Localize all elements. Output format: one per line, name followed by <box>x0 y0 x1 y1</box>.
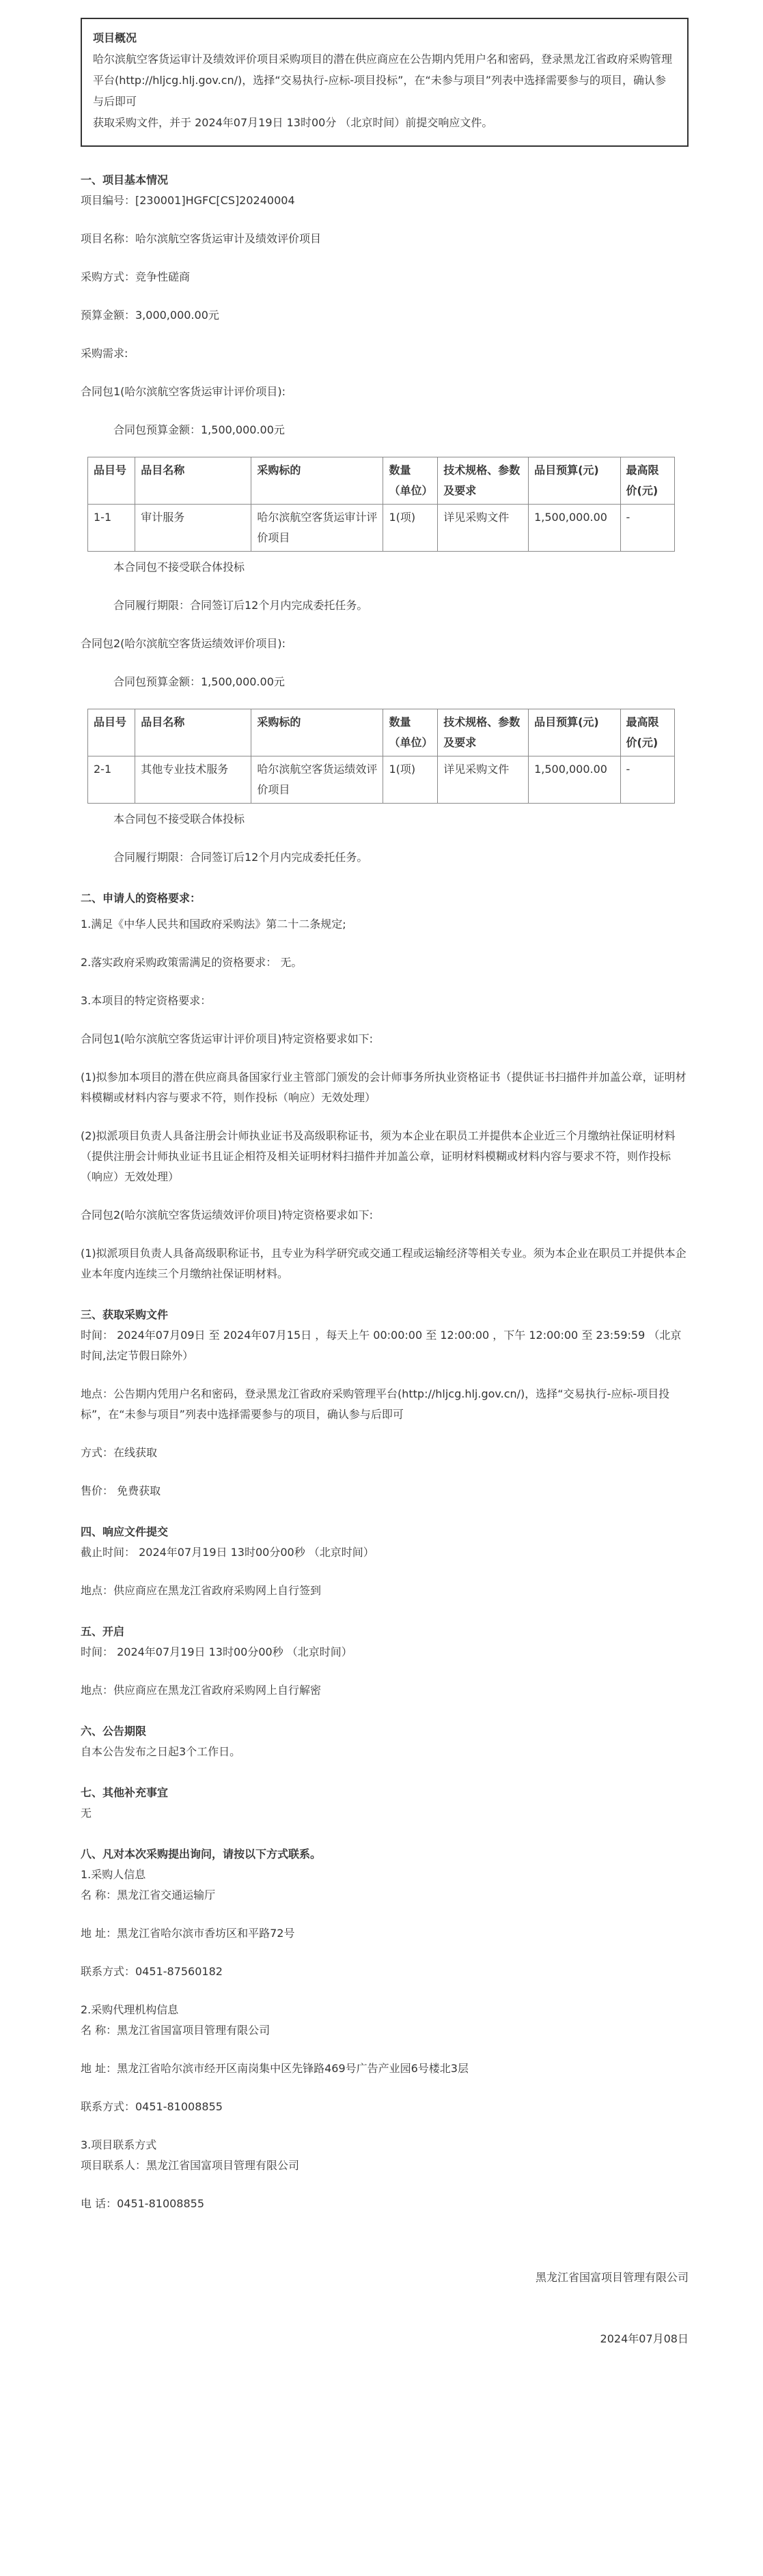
table-row <box>88 756 675 804</box>
lot-2-requirement-1: (1)拟派项目负责人具备高级职称证书，且专业为科学研究或交通工程或运输经济等相关专业。须为本企业在职员工并提供本企业本年度内连续三个月缴纳社保证明材料。 <box>81 1247 686 1280</box>
header-cell: 最高限价(元) <box>620 457 674 505</box>
table-cell: 1(项) <box>383 505 438 552</box>
lot-1-budget: 合同包预算金额：1,500,000.00元 <box>113 423 285 436</box>
buyer-address: 地 址：黑龙江省哈尔滨市香坊区和平路72号 <box>81 1927 295 1940</box>
contact-info-title: 3.项目联系方式 <box>81 2138 157 2151</box>
lot-1-requirement-1: (1)拟参加本项目的潜在供应商具备国家行业主管部门颁发的会计师事务所执业资格证书（提供证书扫描件并加盖公章，证明材料模糊或材料内容与要求不符，则作投标（响应）无效处理） <box>81 1071 686 1104</box>
open-place: 地点：供应商应在黑龙江省政府采购网上自行解密 <box>81 1684 322 1697</box>
header-cell: 品目号 <box>88 457 135 505</box>
procurement-needs: 采购需求: <box>81 347 128 360</box>
project-number: 项目编号：[230001]HGFC[CS]20240004 <box>81 194 295 207</box>
table-cell: 详见采购文件 <box>438 756 529 804</box>
lot-2-consortium: 本合同包不接受联合体投标 <box>113 812 245 825</box>
project-name: 项目名称：哈尔滨航空客货运审计及绩效评价项目 <box>81 232 322 245</box>
table-cell: - <box>620 756 674 804</box>
lot-1-requirements-title: 合同包1(哈尔滨航空客货运审计评价项目)特定资格要求如下: <box>81 1032 374 1045</box>
obtain-time: 时间： 2024年07月09日 至 2024年07月15日 ，每天上午 00:00:00 至 12:00:00 ，下午 12:00:00 至 23:59:59 （北京时间,法定节假日除外） <box>81 1329 682 1362</box>
table-cell: 详见采购文件 <box>438 505 529 552</box>
buyer-phone: 联系方式：0451-87560182 <box>81 1965 223 1978</box>
table-cell: 1,500,000.00 <box>529 756 620 804</box>
obtain-price: 售价： 免费获取 <box>81 1484 161 1497</box>
overview-text: 哈尔滨航空客货运审计及绩效评价项目采购项目的潜在供应商应在公告期内凭用户名和密码，登录黑龙江省政府采购管理平台(http://hljcg.hlj.gov.cn/)，选择“交易执行-应标-项目投标”，在“未参与项目”列表中选择需要参与的项目，确认参与后即可 <box>93 53 673 108</box>
submit-place: 地点：供应商应在黑龙江省政府采购网上自行签到 <box>81 1584 322 1597</box>
header-cell: 最高限价(元) <box>620 709 674 756</box>
header-cell: 品目名称 <box>135 457 251 505</box>
header-cell: 品目预算(元) <box>529 709 620 756</box>
agent-address: 地 址：黑龙江省哈尔滨市经开区南岗集中区先锋路469号广告产业园6号楼北3层 <box>81 2062 469 2075</box>
open-time: 时间： 2024年07月19日 13时00分00秒 （北京时间） <box>81 1645 352 1658</box>
obtain-place: 地点：公告期内凭用户名和密码，登录黑龙江省政府采购管理平台(http://hljcg.hlj.gov.cn/)，选择“交易执行-应标-项目投标”，在“未参与项目”列表中选择需要参与的项目，确认参与后即可 <box>81 1387 670 1421</box>
other-matters: 无 <box>81 1807 92 1820</box>
obtain-way: 方式：在线获取 <box>81 1446 158 1459</box>
header-cell: 采购标的 <box>251 709 383 756</box>
section-6-title: 六、公告期限 <box>81 1725 147 1738</box>
section-5-title: 五、开启 <box>81 1625 125 1638</box>
lot-2-requirements-title: 合同包2(哈尔滨航空客货运绩效评价项目)特定资格要求如下: <box>81 1208 374 1221</box>
lot-1-title: 合同包1(哈尔滨航空客货运审计评价项目): <box>81 385 286 398</box>
signature-date: 2024年07月08日 <box>600 2332 689 2345</box>
overview-box <box>81 18 689 147</box>
section-3-title: 三、获取采购文件 <box>81 1308 169 1321</box>
header-cell: 品目名称 <box>135 709 251 756</box>
notice-period: 自本公告发布之日起3个工作日。 <box>81 1745 241 1758</box>
header-cell: 数量（单位） <box>383 709 438 756</box>
table-header-row <box>88 709 675 756</box>
lot-2-table <box>87 709 675 804</box>
table-header-row <box>88 457 675 505</box>
header-cell: 品目号 <box>88 709 135 756</box>
section-8-title: 八、凡对本次采购提出询问，请按以下方式联系。 <box>81 1848 322 1860</box>
qualification-2: 2.落实政府采购政策需满足的资格要求： 无。 <box>81 956 303 969</box>
lot-2-period: 合同履行期限：合同签订后12个月内完成委托任务。 <box>113 851 368 864</box>
agent-name: 名 称：黑龙江省国富项目管理有限公司 <box>81 2024 270 2037</box>
header-cell: 技术规格、参数及要求 <box>438 709 529 756</box>
procurement-method: 采购方式：竞争性磋商 <box>81 270 191 283</box>
header-cell: 数量（单位） <box>383 457 438 505</box>
buyer-name: 名 称：黑龙江省交通运输厅 <box>81 1888 216 1901</box>
submit-deadline: 截止时间： 2024年07月19日 13时00分00秒 （北京时间） <box>81 1546 374 1559</box>
budget-amount: 预算金额：3,000,000.00元 <box>81 309 219 322</box>
header-cell: 采购标的 <box>251 457 383 505</box>
overview-deadline: 获取采购文件，并于 2024年07月19日 13时00分 （北京时间）前提交响应文件。 <box>93 116 493 129</box>
contact-phone: 电 话：0451-81008855 <box>81 2197 205 2210</box>
qualification-1: 1.满足《中华人民共和国政府采购法》第二十二条规定; <box>81 918 346 931</box>
table-cell: 1,500,000.00 <box>529 505 620 552</box>
header-cell: 技术规格、参数及要求 <box>438 457 529 505</box>
agent-phone: 联系方式：0451-81008855 <box>81 2100 223 2113</box>
lot-1-consortium: 本合同包不接受联合体投标 <box>113 561 245 574</box>
buyer-info-title: 1.采购人信息 <box>81 1868 146 1881</box>
agent-info-title: 2.采购代理机构信息 <box>81 2003 179 2016</box>
table-cell: 1(项) <box>383 756 438 804</box>
table-cell: 哈尔滨航空客货运绩效评价项目 <box>251 756 383 804</box>
lot-1-requirement-2: (2)拟派项目负责人具备注册会计师执业证书及高级职称证书，须为本企业在职员工并提供本企业近三个月缴纳社保证明材料（提供注册会计师执业证书且证企相符及相关证明材料扫描件并加盖公章，证明材料模糊或材料内容与要求不符，则作投标（响应）无效处理） <box>81 1129 676 1183</box>
announcement-document <box>81 18 689 2349</box>
table-cell: - <box>620 505 674 552</box>
overview-title: 项目概况 <box>93 31 137 44</box>
table-cell: 审计服务 <box>135 505 251 552</box>
section-4-title: 四、响应文件提交 <box>81 1525 169 1538</box>
lot-1-table <box>87 457 675 552</box>
section-1-title: 一、项目基本情况 <box>81 173 169 186</box>
signature-org: 黑龙江省国富项目管理有限公司 <box>535 2271 689 2284</box>
table-cell: 2-1 <box>88 756 135 804</box>
table-cell: 1-1 <box>88 505 135 552</box>
section-7-title: 七、其他补充事宜 <box>81 1786 169 1799</box>
qualification-3: 3.本项目的特定资格要求： <box>81 994 212 1007</box>
table-cell: 其他专业技术服务 <box>135 756 251 804</box>
lot-2-title: 合同包2(哈尔滨航空客货运绩效评价项目): <box>81 637 286 650</box>
header-cell: 品目预算(元) <box>529 457 620 505</box>
lot-2-budget: 合同包预算金额：1,500,000.00元 <box>113 675 285 688</box>
table-cell: 哈尔滨航空客货运审计评价项目 <box>251 505 383 552</box>
contact-person: 项目联系人：黑龙江省国富项目管理有限公司 <box>81 2159 300 2172</box>
table-row <box>88 505 675 552</box>
lot-1-period: 合同履行期限：合同签订后12个月内完成委托任务。 <box>113 599 368 612</box>
section-2-title: 二、申请人的资格要求： <box>81 892 202 905</box>
